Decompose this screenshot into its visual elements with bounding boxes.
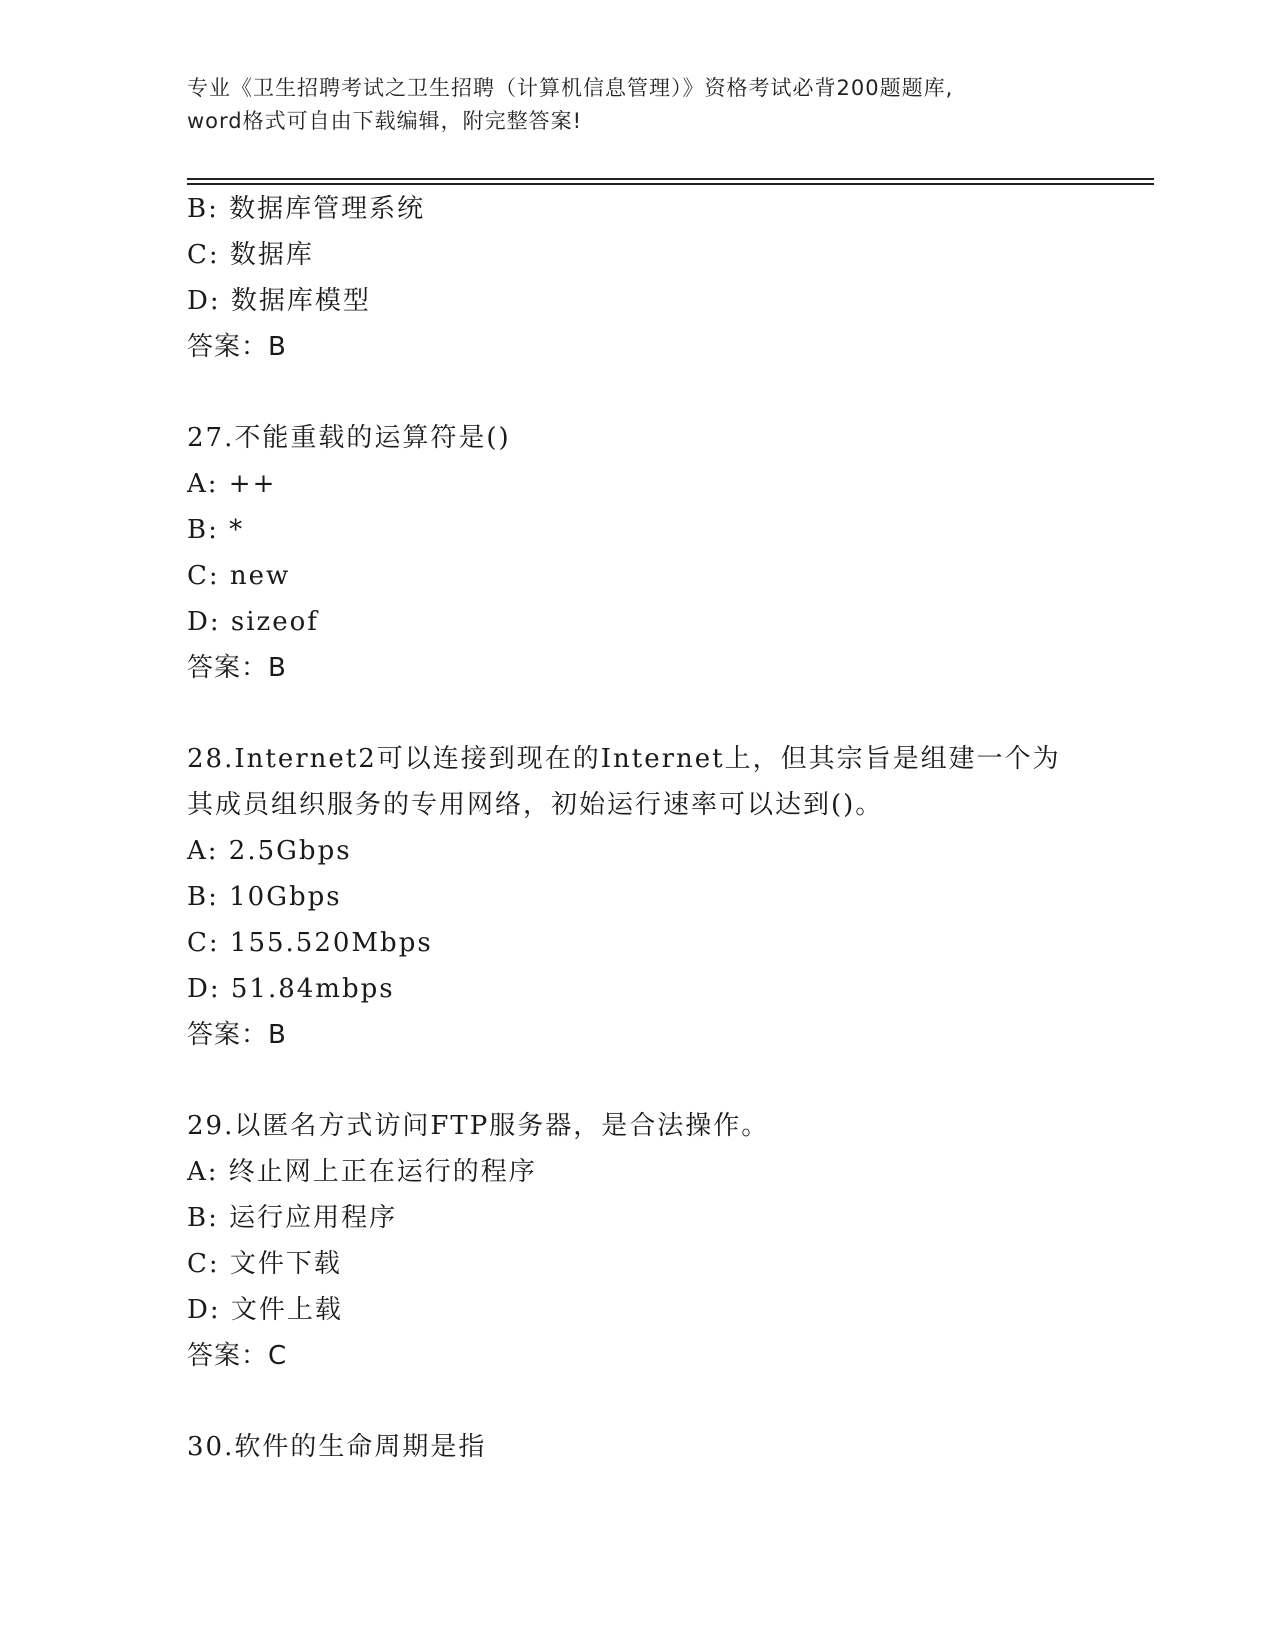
answer-line: 答案：B <box>187 332 287 362</box>
header-divider-top <box>187 178 1154 180</box>
option-b: B: 运行应用程序 <box>187 1203 398 1233</box>
question-text: 28.Internet2可以连接到现在的Internet上，但其宗旨是组建一个为 其成员组织服务的专用网络，初始运行速率可以达到()。 <box>187 744 1061 820</box>
option-d: D: sizeof <box>187 607 319 637</box>
option-a: A: 2.5Gbps <box>187 836 352 866</box>
option-c: C: new <box>187 561 291 591</box>
question-content <box>187 186 1087 1470</box>
option-b: B: 10Gbps <box>187 882 342 912</box>
question-text: 30.软件的生命周期是指 <box>187 1432 487 1462</box>
option-c: C: 155.520Mbps <box>187 928 433 958</box>
spacer <box>187 1379 1087 1424</box>
option-b: B: * <box>187 515 245 545</box>
spacer <box>187 370 1087 415</box>
spacer <box>187 1058 1087 1103</box>
option-d: D: 文件上载 <box>187 1295 343 1325</box>
header-title-line-1: 专业《卫生招聘考试之卫生招聘（计算机信息管理）》资格考试必背200题题库, <box>187 76 954 100</box>
option-a: A: ++ <box>187 469 277 499</box>
option-c: C: 文件下载 <box>187 1249 342 1279</box>
question-text: 27.不能重载的运算符是() <box>187 423 511 453</box>
question-block-29 <box>187 1103 1087 1379</box>
spacer <box>187 691 1087 736</box>
option-c: C: 数据库 <box>187 240 314 270</box>
option-d: D: 51.84mbps <box>187 974 395 1004</box>
option-d: D: 数据库模型 <box>187 286 371 316</box>
document-header <box>187 72 1087 138</box>
question-text: 29.以匿名方式访问FTP服务器，是合法操作。 <box>187 1111 770 1141</box>
question-block-30 <box>187 1424 1087 1470</box>
option-a: A: 终止网上正在运行的程序 <box>187 1157 537 1187</box>
question-block-28 <box>187 736 1087 1058</box>
question-block-continued <box>187 186 1087 370</box>
answer-line: 答案：B <box>187 1020 287 1050</box>
answer-line: 答案：C <box>187 1341 288 1371</box>
answer-line: 答案：B <box>187 653 287 683</box>
header-title-line-2: word格式可自由下载编辑，附完整答案! <box>187 109 583 133</box>
option-b: B: 数据库管理系统 <box>187 194 426 224</box>
header-divider-bottom <box>187 183 1154 185</box>
question-block-27 <box>187 415 1087 691</box>
